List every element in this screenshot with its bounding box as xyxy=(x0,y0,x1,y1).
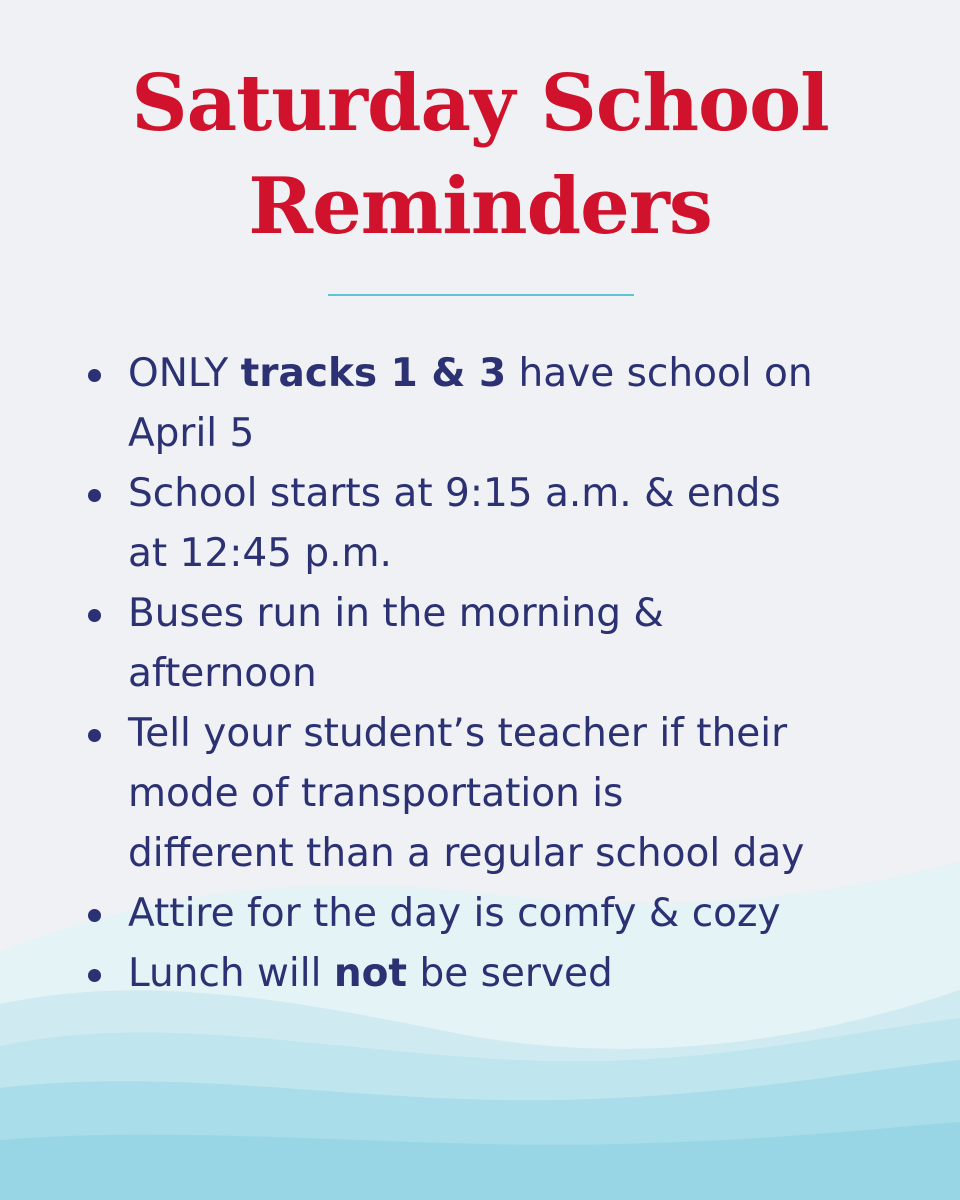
reminder-line: Buses run in the morning & xyxy=(128,591,664,636)
title-line-2: Reminders xyxy=(248,161,712,252)
bullet-icon xyxy=(88,969,101,982)
reminder-line: mode of transportation is xyxy=(128,771,624,816)
reminder-list xyxy=(86,344,946,1004)
bullet-icon xyxy=(88,369,101,382)
reminder-times xyxy=(86,464,946,584)
bullet-icon xyxy=(88,729,101,742)
reminder-buses xyxy=(86,584,946,704)
reminder-transportation xyxy=(86,704,946,884)
reminder-line: School starts at 9:15 a.m. & ends xyxy=(128,471,781,516)
reminder-lunch xyxy=(86,944,946,1004)
not-emphasis: not xyxy=(333,951,408,996)
reminder-attire xyxy=(86,884,946,944)
reminder-tracks xyxy=(86,344,946,464)
reminder-line: afternoon xyxy=(128,651,317,696)
reminder-line: different than a regular school day xyxy=(128,831,805,876)
bullet-icon xyxy=(88,909,101,922)
title-line-1: Saturday School xyxy=(131,58,829,149)
reminder-line: at 12:45 p.m. xyxy=(128,531,392,576)
reminder-line: April 5 xyxy=(128,411,255,456)
page-title xyxy=(0,52,960,258)
reminder-line: Tell your student’s teacher if their xyxy=(128,711,788,756)
reminder-line: Attire for the day is comfy & cozy xyxy=(128,891,781,936)
divider xyxy=(328,294,634,296)
reminder-line: ONLY tracks 1 & 3 have school on xyxy=(128,351,813,396)
reminder-line: Lunch will not be served xyxy=(128,951,613,996)
bullet-icon xyxy=(88,609,101,622)
tracks-emphasis: tracks 1 & 3 xyxy=(240,351,507,396)
bullet-icon xyxy=(88,489,101,502)
